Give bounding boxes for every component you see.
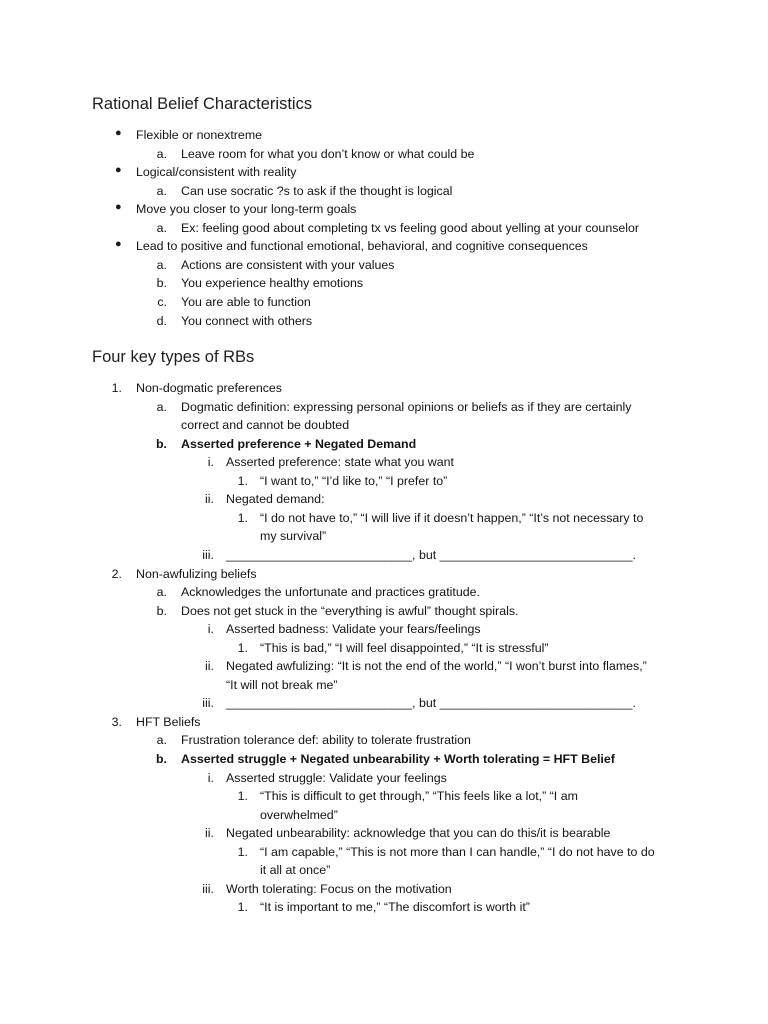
numbered-item: Non-dogmatic preferences [136,381,283,395]
list-marker: 2. [111,566,122,581]
list-marker: b. [156,276,167,291]
list-marker: a. [156,183,167,198]
list-marker: b. [155,436,167,451]
list-item-line: “I do not have to,” “I will live if it doesn’t happen,” “It’s not necessary to [260,510,644,525]
list-marker: iii. [202,881,214,896]
sub-item: You experience healthy emotions [181,276,364,291]
sub-item: Ex: feeling good about completing tx vs feeling good about yelling at your counselor [181,220,640,235]
list-marker: a. [156,585,167,600]
list-item-line: Asserted preference + Negated Demand [181,436,417,451]
bullet-item: Move you closer to your long-term goals [136,202,357,217]
sub-item: Leave room for what you don’t know or what could be [181,146,475,161]
list-marker: 1. [237,900,248,915]
list-item-line: “It is important to me,” “The discomfort is worth it” [260,900,530,915]
bullet-item: Flexible or nonextreme [136,128,263,142]
sub-item: Actions are consistent with your values [181,257,395,272]
list-item-line: ___________________________, but ____________________________. [226,547,637,562]
list-item-line: “This is difficult to get through,” “This feels like a lot,” “I am [260,789,578,804]
list-item-line: Worth tolerating: Focus on the motivation [226,881,452,896]
list-marker: iii. [202,547,214,562]
list-marker: 1. [111,381,122,395]
list-item-line: Asserted preference: state what you want [226,455,454,470]
list-item-line: overwhelmed” [260,807,338,822]
list-item-line: Negated awfulizing: “It is not the end of the world,” “I won’t burst into flames,” [226,659,647,674]
list-item-line: Asserted struggle + Negated unbearability + Worth tolerating = HFT Belief [181,752,615,766]
list-marker: 1. [237,510,248,525]
list-item-line: Negated unbearability: acknowledge that you can do this/it is bearable [226,826,611,841]
list-marker: b. [156,603,167,618]
list-item-line: Negated demand: [226,492,325,507]
list-item-line: “I want to,” “I’d like to,” “I prefer to” [260,473,448,488]
sub-item: Can use socratic ?s to ask if the thought is logical [181,183,453,198]
list-item-line: Acknowledges the unfortunate and practices gratitude. [181,585,480,600]
list-item-line: “It will not break me” [226,677,338,692]
list-item-line: Dogmatic definition: expressing personal opinions or beliefs as if they are certainly [181,399,632,414]
numbered-item: Non-awfulizing beliefs [136,566,257,581]
list-item-line: it all at once” [260,863,331,878]
bullet-icon: ● [115,201,122,214]
numbered-item: HFT Beliefs [136,714,201,729]
section-title-four-key-types: Four key types of RBs [92,348,255,366]
list-marker: iii. [202,696,214,711]
bullet-item: Logical/consistent with reality [136,165,297,180]
bullet-icon: ● [115,238,122,251]
list-item-line: Does not get stuck in the “everything is awful” thought spirals. [181,603,519,618]
list-marker: c. [157,294,167,309]
list-marker: a. [156,257,167,272]
list-marker: a. [156,399,167,414]
list-marker: d. [156,313,167,328]
list-item-line: Asserted struggle: Validate your feelings [226,770,447,785]
sub-item: You connect with others [181,313,313,328]
list-marker: 1. [237,844,248,859]
list-item-line: “This is bad,” “I will feel disappointed,” “It is stressful” [260,640,549,655]
list-marker: b. [155,752,167,766]
list-marker: ii. [205,659,214,674]
list-marker: 1. [237,789,248,804]
list-item-line: ___________________________, but ____________________________. [226,696,637,711]
list-marker: a. [156,220,167,235]
list-marker: i. [207,770,214,785]
section-title-rational-belief-characteristics: Rational Belief Characteristics [92,95,313,113]
list-marker: i. [207,455,214,470]
list-marker: 1. [237,640,248,655]
list-marker: a. [156,733,167,748]
bullet-icon: ● [115,164,122,177]
list-marker: 1. [237,473,248,488]
list-item-line: my survival” [260,529,327,544]
list-marker: ii. [205,492,214,507]
list-item-line: correct and cannot be doubted [181,418,350,433]
list-marker: 3. [111,714,122,729]
list-marker: ii. [205,826,214,841]
list-marker: i. [207,622,214,637]
sub-item: You are able to function [181,294,311,309]
bullet-item: Lead to positive and functional emotional, behavioral, and cognitive consequences [136,239,588,254]
list-marker: a. [156,146,167,161]
list-item-line: Asserted badness: Validate your fears/feelings [226,622,481,637]
list-item-line: Frustration tolerance def: ability to tolerate frustration [181,733,471,748]
bullet-icon: ● [115,127,122,139]
list-item-line: “I am capable,” “This is not more than I can handle,” “I do not have to do [260,844,655,859]
